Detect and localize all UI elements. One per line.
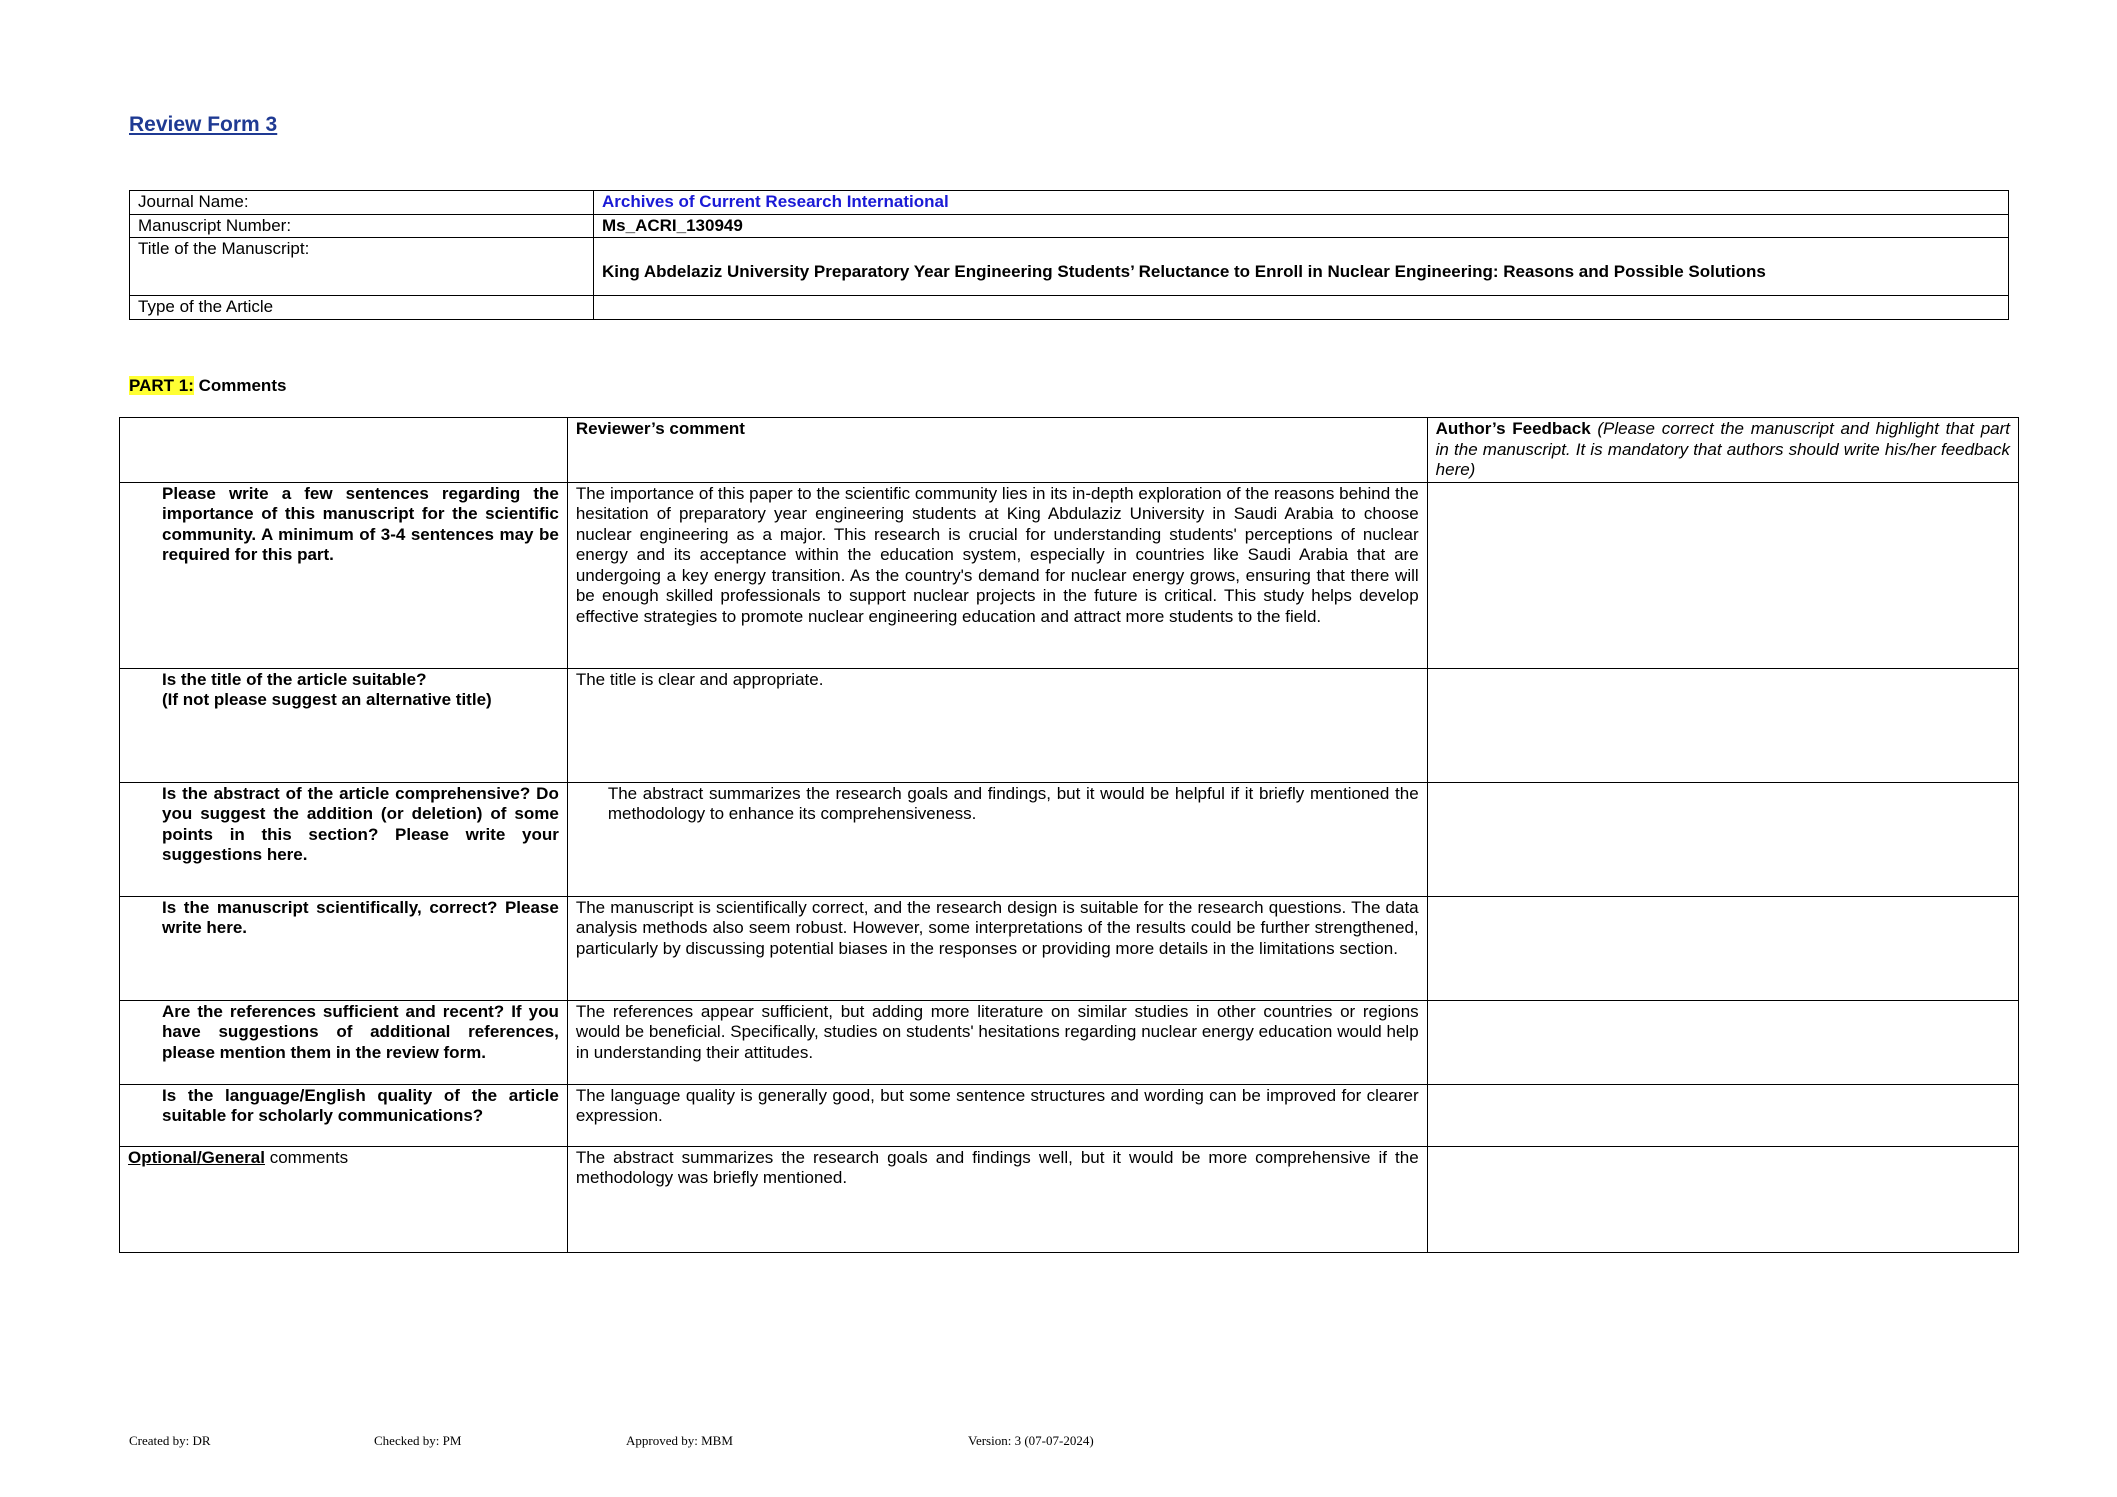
footer-checked: Checked by: PM <box>374 1433 462 1448</box>
table-row <box>120 668 2019 782</box>
question-scientific: Is the manuscript scientifically, correct? Please write here. <box>120 896 568 1000</box>
manuscript-title-label: Title of the Manuscript: <box>130 238 594 296</box>
optional-comments-label-rest: comments <box>264 1147 349 1167</box>
optional-comments-label <box>120 1146 568 1252</box>
author-feedback-header-note: (Please correct the manuscript and highlight that part in the manuscript. It is mandatory that authors should write his/her feedback here) <box>1435 419 2010 479</box>
author-feedback-header <box>1427 418 2018 483</box>
table-row <box>130 214 2009 238</box>
optional-comments-label-bold: Optional/General <box>128 1147 265 1167</box>
question-title-line1: Is the title of the article suitable? <box>162 669 427 689</box>
article-type-label: Type of the Article <box>130 296 594 320</box>
question-title-line2: (If not please suggest an alternative title) <box>162 690 492 709</box>
question-references: Are the references sufficient and recent? If you have suggestions of additional references, please mention them in the review form. <box>120 1000 568 1084</box>
footer-approved: Approved by: MBM <box>626 1433 733 1448</box>
table-row <box>120 1146 2019 1252</box>
feedback-title[interactable] <box>1427 668 2018 782</box>
table-row <box>120 782 2019 896</box>
comment-title: The title is clear and appropriate. <box>567 668 1427 782</box>
manuscript-title-value: King Abdelaziz University Preparatory Year Engineering Students’ Reluctance to Enroll in Nuclear Engineering: Reasons and Possible Solutions <box>594 238 2009 296</box>
feedback-optional[interactable] <box>1427 1146 2018 1252</box>
page-title: Review Form 3 <box>129 113 278 136</box>
feedback-references[interactable] <box>1427 1000 2018 1084</box>
table-row <box>120 1000 2019 1084</box>
feedback-importance[interactable] <box>1427 482 2018 668</box>
footer-version: Version: 3 (07-07-2024) <box>968 1433 1094 1448</box>
reviewer-comment-header: Reviewer’s comment <box>567 418 1427 483</box>
comment-language: The language quality is generally good, but some sentence structures and wording can be improved for clearer expression. <box>567 1084 1427 1146</box>
comments-table <box>119 417 2019 1253</box>
question-abstract: Is the abstract of the article comprehensive? Do you suggest the addition (or deletion) of some points in this section? Please write your suggestions here. <box>120 782 568 896</box>
feedback-language[interactable] <box>1427 1084 2018 1146</box>
feedback-abstract[interactable] <box>1427 782 2018 896</box>
footer-created: Created by: DR <box>129 1433 211 1448</box>
author-feedback-header-title: Author’s Feedback <box>1435 419 1591 438</box>
table-row <box>120 482 2019 668</box>
table-row <box>130 191 2009 215</box>
question-language: Is the language/English quality of the article suitable for scholarly communications? <box>120 1084 568 1146</box>
part1-text: Comments <box>193 376 287 395</box>
journal-label: Journal Name: <box>130 191 594 215</box>
question-title <box>120 668 568 782</box>
comment-optional: The abstract summarizes the research goals and findings well, but it would be more comprehensive if the methodology was briefly mentioned. <box>567 1146 1427 1252</box>
table-row <box>120 896 2019 1000</box>
manuscript-number-value: Ms_ACRI_130949 <box>594 214 2009 238</box>
manuscript-number-label: Manuscript Number: <box>130 214 594 238</box>
comment-abstract: The abstract summarizes the research goals and findings, but it would be helpful if it briefly mentioned the methodology to enhance its comprehensiveness. <box>567 782 1427 896</box>
table-row <box>120 1084 2019 1146</box>
table-header-row <box>120 418 2019 483</box>
table-row <box>130 296 2009 320</box>
question-importance: Please write a few sentences regarding the importance of this manuscript for the scientific community. A minimum of 3-4 sentences may be required for this part. <box>120 482 568 668</box>
table-row <box>130 238 2009 296</box>
journal-value: Archives of Current Research International <box>594 191 2009 215</box>
comment-references: The references appear sufficient, but adding more literature on similar studies in other countries or regions would be beneficial. Specifically, studies on students' hesitations regarding nuclear energy education would help in understanding their attitudes. <box>567 1000 1427 1084</box>
manuscript-info-table <box>129 190 2009 320</box>
article-type-value <box>594 296 2009 320</box>
part1-heading <box>129 376 286 396</box>
part1-label: PART 1: <box>129 376 194 395</box>
comment-scientific: The manuscript is scientifically correct, and the research design is suitable for the research questions. The data analysis methods also seem robust. However, some interpretations of the results could be further strengthened, particularly by discussing potential biases in the responses or providing more details in the limitations section. <box>567 896 1427 1000</box>
question-column-header <box>120 418 568 483</box>
feedback-scientific[interactable] <box>1427 896 2018 1000</box>
comment-importance: The importance of this paper to the scientific community lies in its in-depth exploration of the reasons behind the hesitation of preparatory year engineering students at King Abdulaziz University in Saudi Arabia to choose nuclear engineering as a major. This research is crucial for understanding students' perceptions of nuclear energy and its acceptance within the education system, especially in countries like Saudi Arabia that are undergoing a key energy transition. As the country's demand for nuclear energy grows, ensuring that there will be enough skilled professionals to support nuclear projects in the future is critical. This study helps develop effective strategies to promote nuclear engineering education and attract more students to the field. <box>567 482 1427 668</box>
